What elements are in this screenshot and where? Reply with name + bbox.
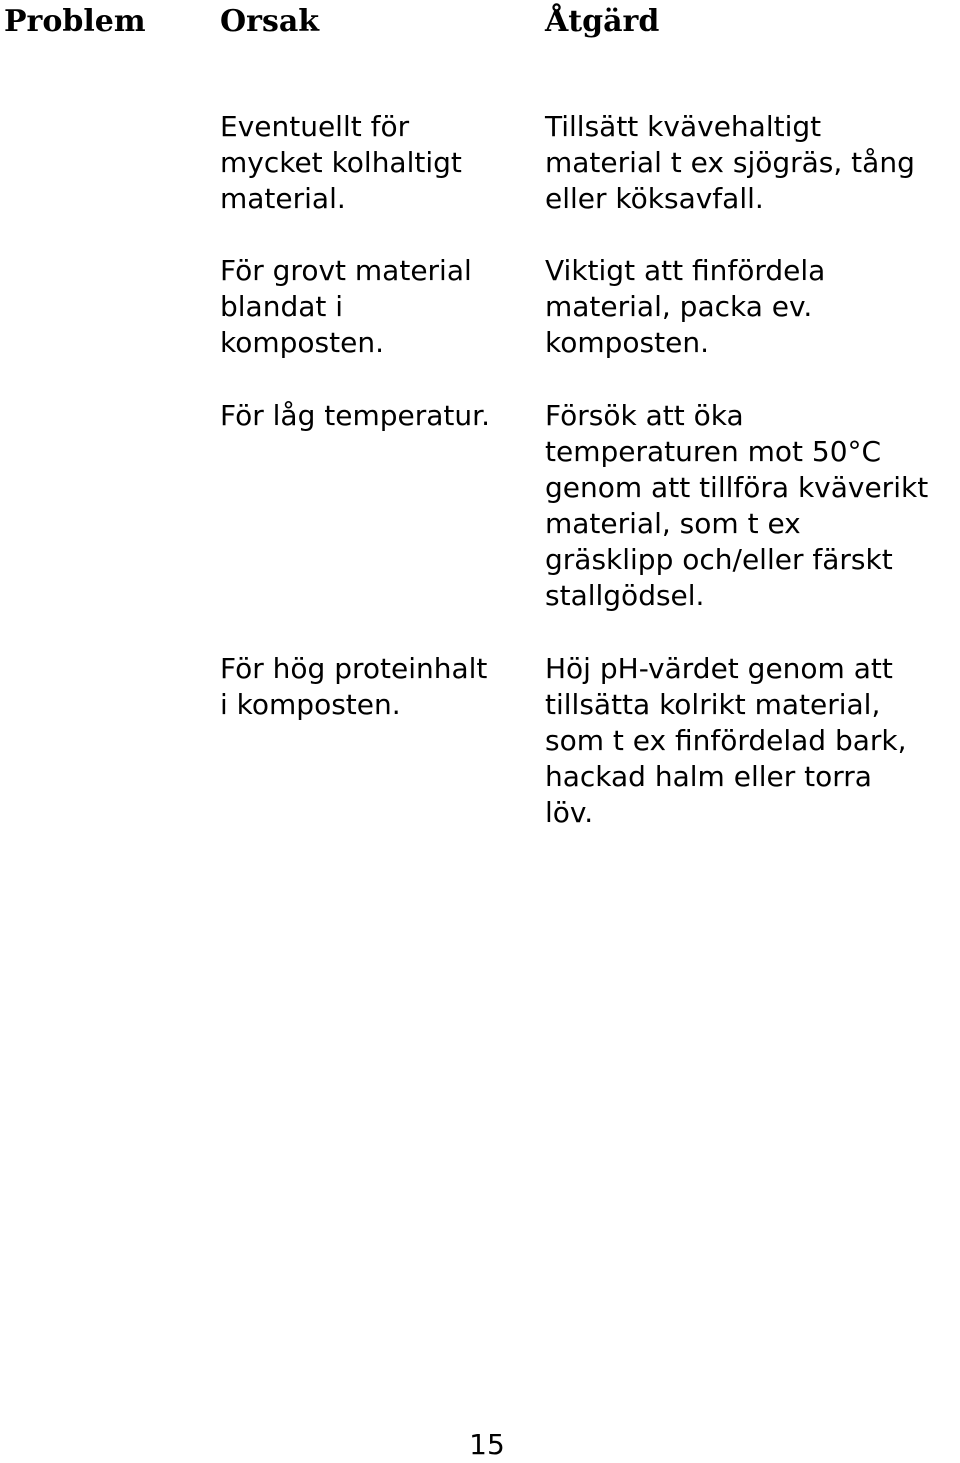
column-header-cause: Orsak: [220, 4, 320, 39]
cause-cell: För hög proteinhalt i komposten.: [220, 652, 488, 721]
cause-cell: För grovt material blandat i komposten.: [220, 254, 472, 359]
action-cell: Höj pH-värdet genom att tillsätta kolrikt material, som t ex finfördelad bark, hackad halm eller torra löv.: [545, 652, 907, 829]
page-number: 15: [469, 1428, 505, 1461]
column-header-problem: Problem: [4, 4, 146, 39]
column-header-action: Åtgärd: [545, 4, 660, 39]
cause-cell: Eventuellt för mycket kolhaltigt material.: [220, 110, 462, 215]
cause-cell: För låg temperatur.: [220, 399, 490, 432]
action-cell: Viktigt att finfördela material, packa ev. komposten.: [545, 254, 826, 359]
action-cell: Försök att öka temperaturen mot 50°C genom att tillföra kväverikt material, som t ex gräsklipp och/eller färskt stallgödsel.: [545, 399, 929, 612]
action-cell: Tillsätt kvävehaltigt material t ex sjögräs, tång eller köksavfall.: [545, 110, 915, 215]
